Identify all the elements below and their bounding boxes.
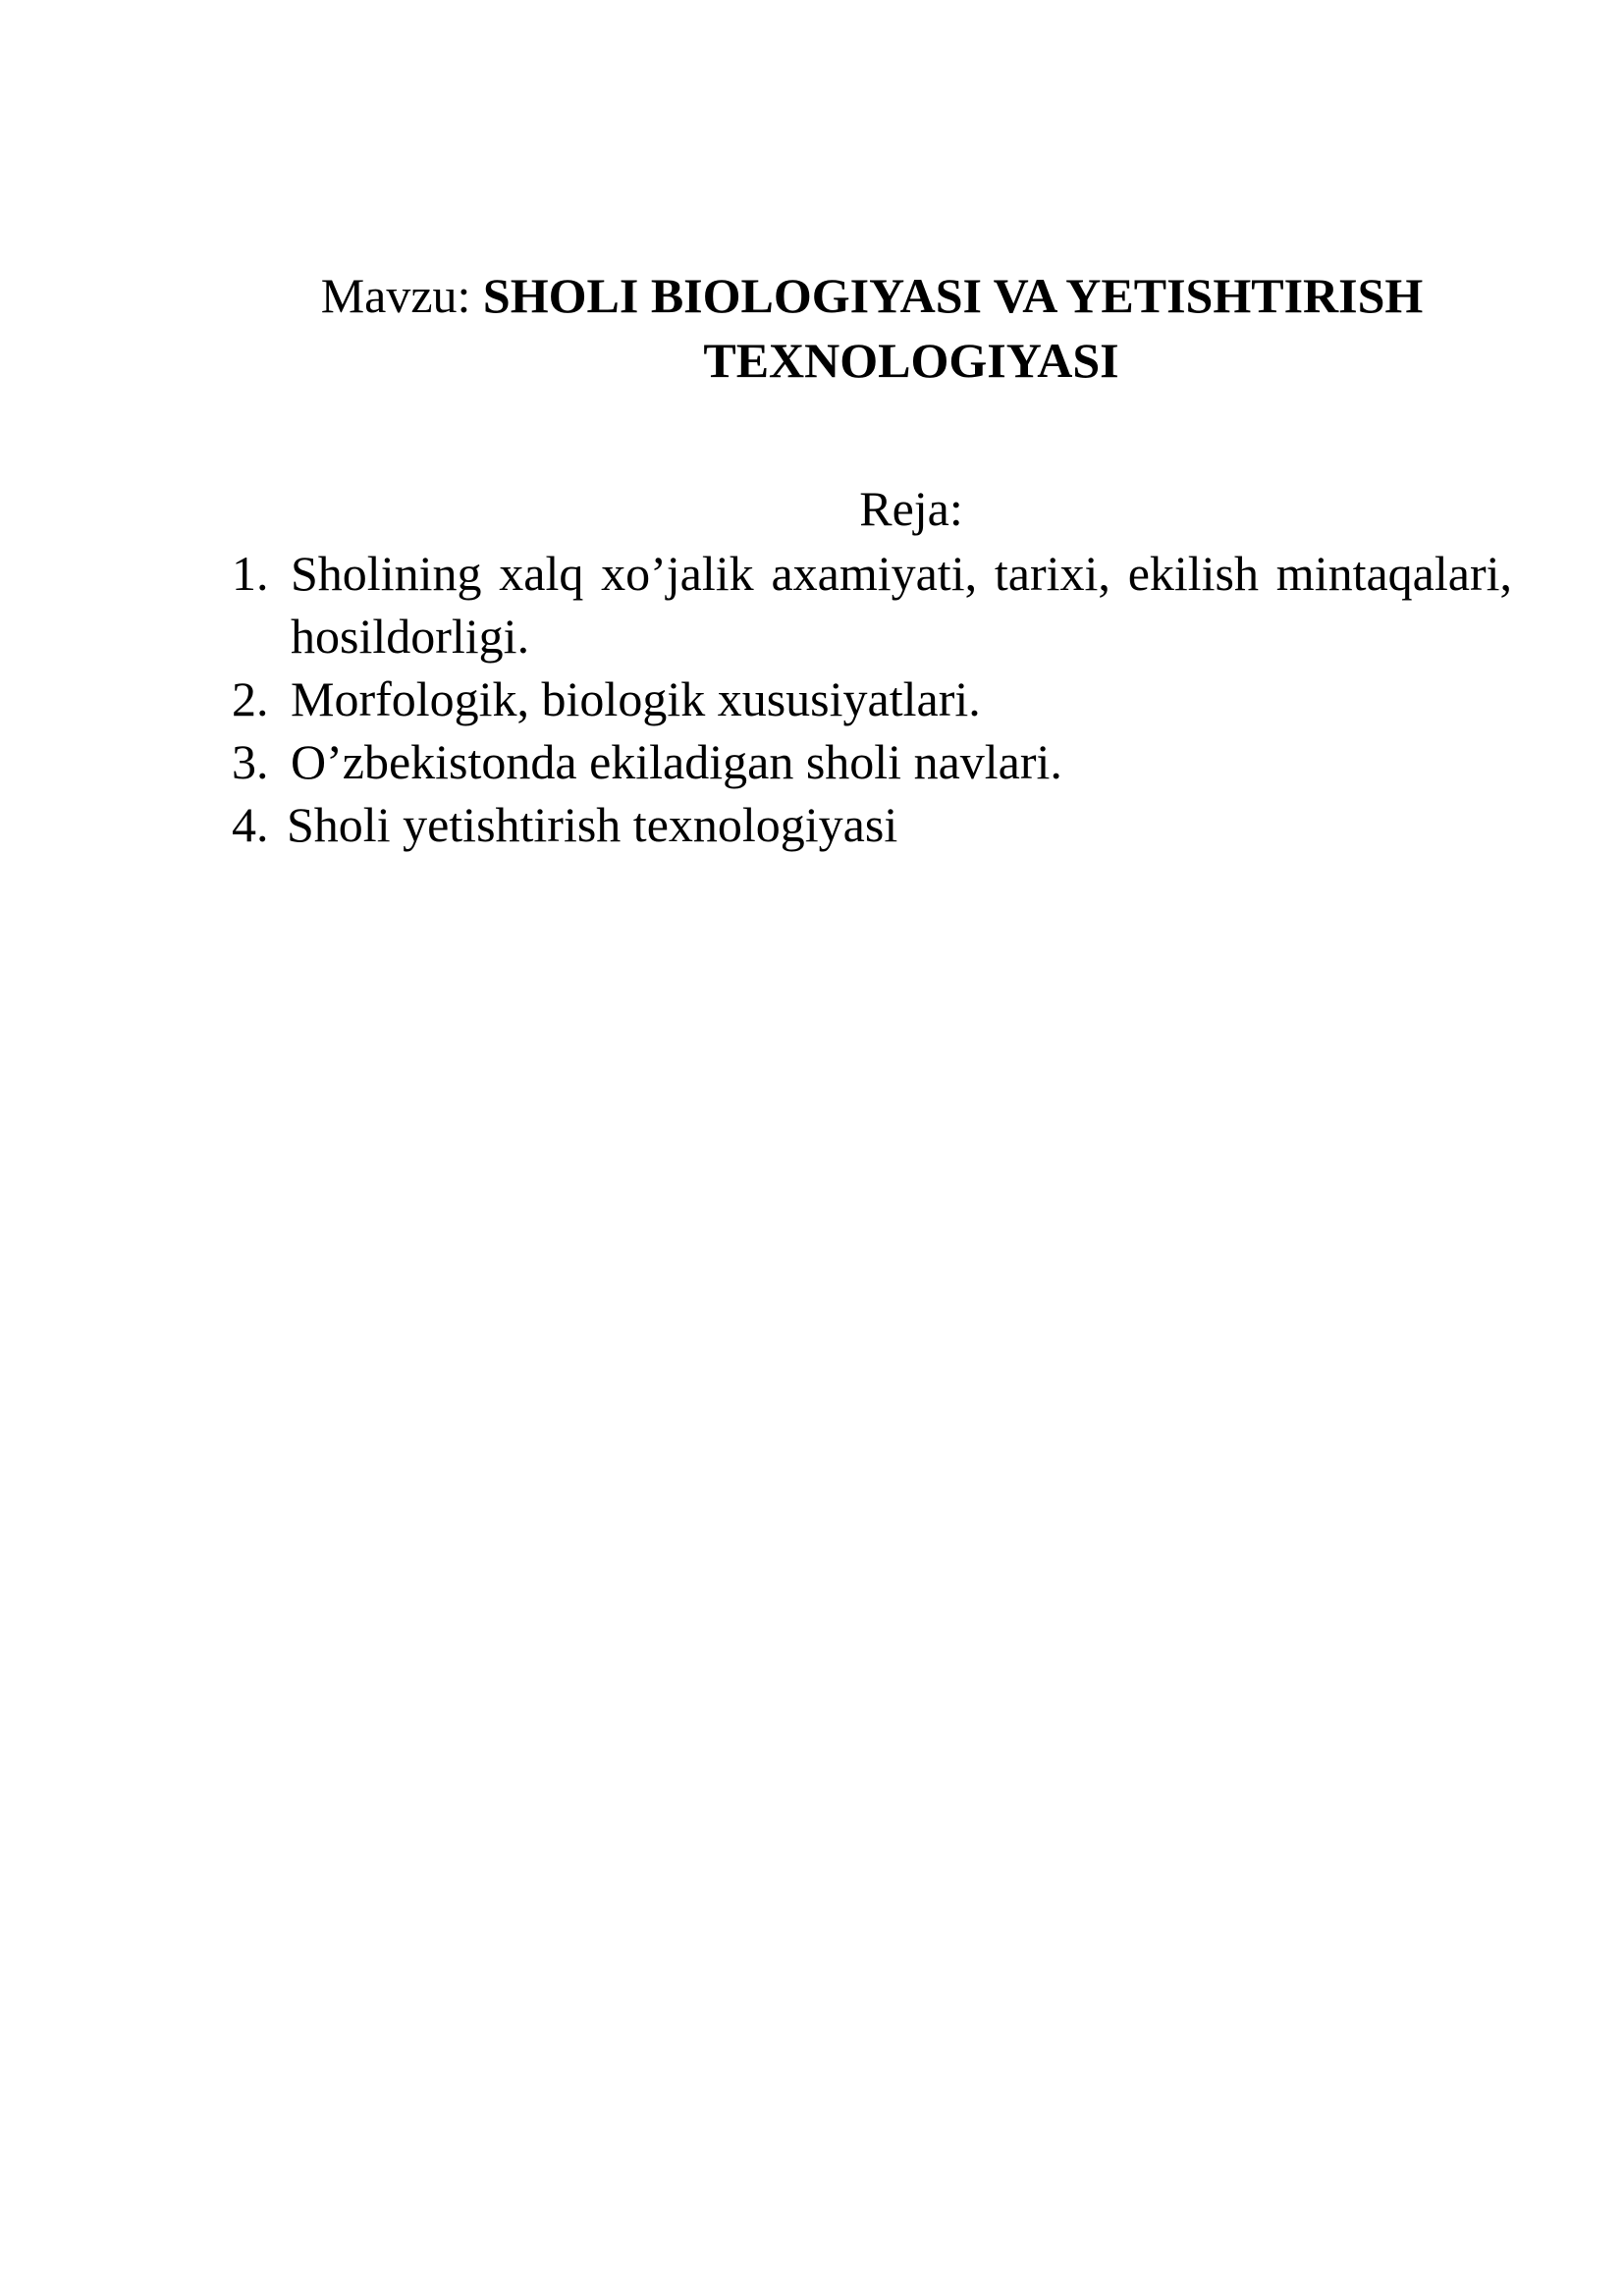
title-line-2: TEXNOLOGIYASI xyxy=(703,333,1119,388)
plan-item xyxy=(232,542,1512,667)
document-content xyxy=(232,263,1512,856)
plan-item-text: Sholi yetishtirish texnologiyasi xyxy=(287,797,898,852)
plan-item-number: 4. xyxy=(232,797,269,852)
title-line-1: SHOLI BIOLOGIYASI VA YETISHTIRISH xyxy=(482,268,1424,323)
plan-item-text: Sholining xalq xo’jalik axamiyati, tarixi, ekilish mintaqalari, hosildorligi. xyxy=(291,546,1512,664)
plan-item-number: 3. xyxy=(232,734,269,789)
title-prefix: Mavzu: xyxy=(320,268,471,323)
plan-item xyxy=(232,667,1512,730)
plan-heading: Reja: xyxy=(859,481,963,536)
plan-item-text: O’zbekistonda ekiladigan sholi navlari. xyxy=(291,734,1062,789)
document-title xyxy=(232,263,1512,393)
plan-item-text: Morfologik, biologik xususiyatlari. xyxy=(291,671,981,726)
plan-item xyxy=(232,730,1512,793)
plan-item-number: 1. xyxy=(232,546,269,601)
plan-list xyxy=(232,542,1512,856)
plan-item-number: 2. xyxy=(232,671,269,726)
plan-item xyxy=(232,793,1512,856)
